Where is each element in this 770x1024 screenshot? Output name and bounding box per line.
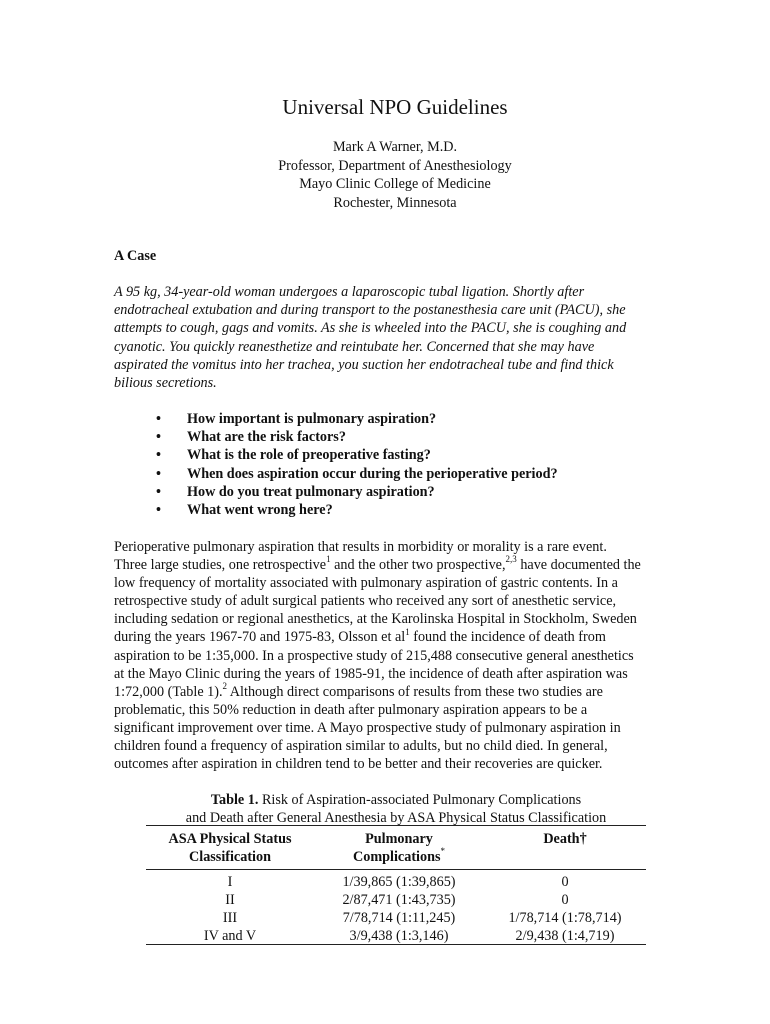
- case-paragraph: [114, 283, 676, 392]
- text-span: and the other two prospective,: [330, 557, 506, 574]
- question-text: What is the role of preoperative fasting?: [187, 447, 431, 464]
- case-line: cyanotic. You quickly reanesthetize and reintubate her. Concerned that she may have: [114, 338, 595, 355]
- table-cell: I: [227, 874, 233, 890]
- table-header-rule: [146, 869, 646, 870]
- header-text: Pulmonary: [365, 831, 433, 847]
- author-name: Mark A Warner, M.D.: [332, 139, 458, 155]
- bullet-icon: •: [156, 411, 161, 427]
- table-row: [146, 909, 646, 927]
- bullet-icon: •: [156, 447, 161, 464]
- bullet-icon: •: [156, 465, 161, 482]
- question-list: [156, 410, 558, 519]
- table-cell: III: [222, 910, 238, 926]
- text-span: found the incidence of death from: [409, 629, 606, 646]
- table-top-rule: [146, 825, 646, 826]
- list-item: [156, 501, 558, 519]
- case-line: aspirated the vomitus into her trachea, you suction her endotracheal tube and find thick: [114, 356, 614, 373]
- text-span: Although direct comparisons of results from these two studies are: [227, 683, 603, 700]
- body-line: retrospective study of adult surgical patients who received any sort of anesthetic service,: [114, 593, 617, 610]
- header-text: ASA Physical Status: [168, 831, 292, 847]
- list-item: [156, 465, 558, 483]
- table-cell: 7/78,714 (1:11,245): [342, 910, 456, 926]
- header-pulmonary-complications: [314, 830, 484, 866]
- body-line: Perioperative pulmonary aspiration that results in morbidity or morality is a rare event.: [114, 539, 607, 555]
- table-cell: 3/9,438 (1:3,146): [349, 928, 449, 944]
- citation: 2: [222, 681, 228, 692]
- body-line: significant improvement over time. A Mayo prospective study of pulmonary aspiration in: [114, 719, 621, 736]
- bullet-icon: •: [156, 501, 161, 518]
- citation: 2,3: [505, 554, 517, 565]
- citation: 1: [405, 626, 410, 637]
- case-line: A 95 kg, 34-year-old woman undergoes a laparoscopic tubal ligation. Shortly after: [114, 284, 585, 300]
- body-line: low frequency of mortality associated with pulmonary aspiration of gastric contents. In a: [114, 575, 618, 592]
- body-line: [114, 628, 680, 646]
- body-line: outcomes after aspiration in children tend to be better and their recoveries are quicker.: [114, 756, 603, 773]
- bullet-icon: •: [156, 429, 161, 446]
- text-span: Three large studies, one retrospective: [114, 557, 327, 574]
- body-line: problematic, this 50% reduction in death after pulmonary aspiration appears to be a: [114, 701, 588, 718]
- document-title: Universal NPO Guidelines: [282, 95, 508, 119]
- header-text: Classification: [189, 849, 271, 865]
- table-cell: 1/39,865 (1:39,865): [342, 874, 456, 890]
- table-cell: 2/9,438 (1:4,719): [515, 928, 615, 944]
- case-line: attempts to cough, gags and vomits. As she is wheeled into the PACU, she is coughing and: [114, 320, 627, 337]
- question-text: When does aspiration occur during the perioperative period?: [187, 465, 558, 482]
- author-institution: Mayo Clinic College of Medicine: [299, 176, 491, 192]
- table-row: [146, 891, 646, 909]
- table-cell: II: [225, 892, 235, 908]
- list-item: [156, 410, 558, 428]
- body-line: aspiration to be 1:35,000. In a prospective study of 215,488 consecutive general anesthetics: [114, 647, 634, 664]
- body-paragraph: [114, 538, 680, 773]
- caption-label: Table 1.: [210, 792, 259, 808]
- table-caption: [146, 791, 646, 827]
- caption-text: Risk of Aspiration-associated Pulmonary Complications: [258, 792, 582, 808]
- case-line: endotracheal extubation and during transport to the postanesthesia care unit (PACU), she: [114, 302, 626, 319]
- question-text: How do you treat pulmonary aspiration?: [187, 483, 435, 500]
- author-block: [114, 138, 676, 212]
- citation: 1: [326, 554, 331, 565]
- table-row: [146, 873, 646, 891]
- table-row: [146, 927, 646, 945]
- table-cell: 2/87,471 (1:43,735): [342, 892, 456, 908]
- table-cell: 0: [561, 874, 569, 890]
- author-location: Rochester, Minnesota: [333, 194, 457, 211]
- list-item: [156, 483, 558, 501]
- question-text: What are the risk factors?: [187, 429, 346, 446]
- text-span: during the years 1967-70 and 1975-83, Olsson et al: [114, 629, 406, 646]
- table-cell: IV and V: [203, 928, 257, 944]
- header-asa-status: [146, 830, 314, 866]
- question-text: What went wrong here?: [187, 501, 333, 518]
- list-item: [156, 428, 558, 446]
- table-cell: 1/78,714 (1:78,714): [508, 910, 622, 926]
- body-line: [114, 556, 680, 574]
- text-span: have documented the: [516, 557, 641, 574]
- table-cell: 0: [561, 892, 569, 908]
- caption-line: and Death after General Anesthesia by ASA Physical Status Classification: [185, 810, 607, 826]
- question-text: How important is pulmonary aspiration?: [187, 411, 437, 427]
- header-text-line: [314, 848, 484, 866]
- header-text: Complications: [353, 849, 441, 865]
- case-line: bilious secretions.: [114, 374, 217, 391]
- caption-line: [146, 791, 646, 809]
- body-line: at the Mayo Clinic during the years of 1985-91, the incidence of death after aspiration was: [114, 665, 628, 682]
- body-line: including sedation or regional anesthetics, at the Karolinska Hospital in Stockholm, Sweden: [114, 611, 637, 628]
- footnote-mark: *: [440, 846, 445, 857]
- author-position: Professor, Department of Anesthesiology: [278, 157, 512, 174]
- section-heading-case: A Case: [114, 248, 157, 264]
- header-death: Death†: [543, 831, 587, 847]
- body-line: children found a frequency of aspiration similar to adults, but no child died. In general,: [114, 738, 608, 755]
- text-span: 1:72,000 (Table 1).: [114, 683, 223, 700]
- list-item: [156, 446, 558, 464]
- table-bottom-rule: [146, 944, 646, 945]
- body-line: [114, 683, 680, 701]
- bullet-icon: •: [156, 483, 161, 500]
